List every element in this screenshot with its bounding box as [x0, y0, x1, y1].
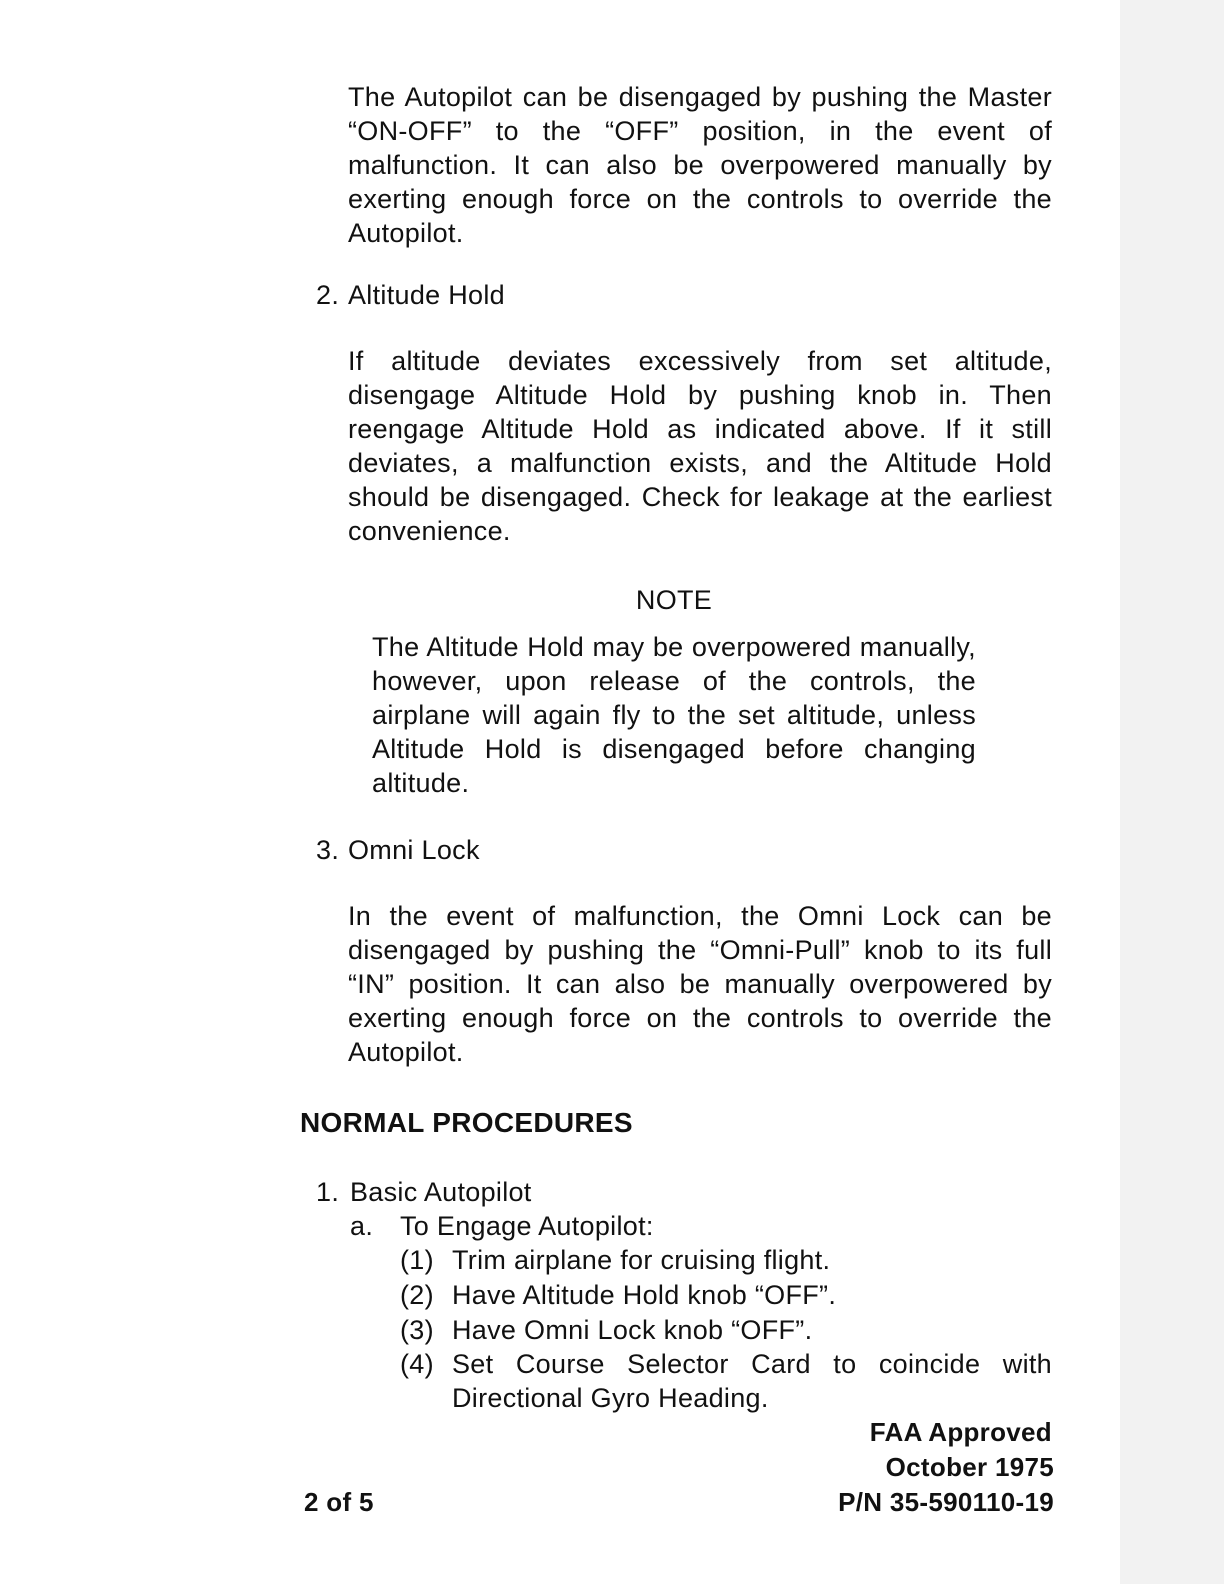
item-2-title: Altitude Hold	[348, 280, 505, 310]
step-1-text: Trim airplane for cruising flight.	[452, 1245, 831, 1275]
footer-date: October 1975	[885, 1452, 1054, 1482]
np-item-1-number: 1.	[316, 1177, 340, 1207]
note-heading: NOTE	[635, 585, 713, 615]
item-3-paragraph: In the event of malfunction, the Omni Lock can be disengaged by pushing the “Omni-Pull” knob to its full “IN” position. It can also be manually overpowered by exerting enough force on the controls to override the Autopilot.	[348, 901, 1052, 1067]
step-1-number: (1)	[400, 1245, 434, 1275]
footer-faa-approved: FAA Approved	[869, 1417, 1052, 1447]
intro-paragraph: The Autopilot can be disengaged by pushing the Master “ON-OFF” to the “OFF” position, in the event of malfunction. It can also be overpowered manually by exerting enough force on the controls to override the Autopilot.	[348, 82, 1052, 248]
step-3-number: (3)	[400, 1315, 434, 1345]
page-edge-shading	[1120, 0, 1224, 1584]
np-item-1-title: Basic Autopilot	[350, 1177, 532, 1207]
footer-part-number: P/N 35-590110-19	[838, 1487, 1054, 1517]
step-2-number: (2)	[400, 1280, 434, 1310]
item-2-paragraph: If altitude deviates excessively from set altitude, disengage Altitude Hold by pushing knob in. Then reengage Altitude Hold as indicated above. If it still deviates, a malfunction exists, and the Altitude Hold should be disengaged. Check for leakage at the earliest convenience.	[348, 346, 1052, 546]
item-3-title: Omni Lock	[348, 835, 480, 865]
step-3-text: Have Omni Lock knob “OFF”.	[452, 1315, 813, 1345]
step-2-text: Have Altitude Hold knob “OFF”.	[452, 1280, 837, 1310]
step-4-number: (4)	[400, 1349, 434, 1379]
footer-page-number: 2 of 5	[304, 1487, 374, 1517]
sub-item-a-title: To Engage Autopilot:	[400, 1211, 654, 1241]
sub-item-a-letter: a.	[350, 1211, 374, 1241]
section-heading-normal-procedures: NORMAL PROCEDURES	[300, 1107, 633, 1138]
step-4-text: Set Course Selector Card to coincide with Directional Gyro Heading.	[452, 1349, 1052, 1413]
item-3-number: 3.	[316, 835, 340, 865]
item-2-number: 2.	[316, 280, 340, 310]
note-text: The Altitude Hold may be overpowered manually, however, upon release of the controls, the airplane will again fly to the set altitude, unless Altitude Hold is disengaged before changing altitude.	[372, 632, 976, 798]
